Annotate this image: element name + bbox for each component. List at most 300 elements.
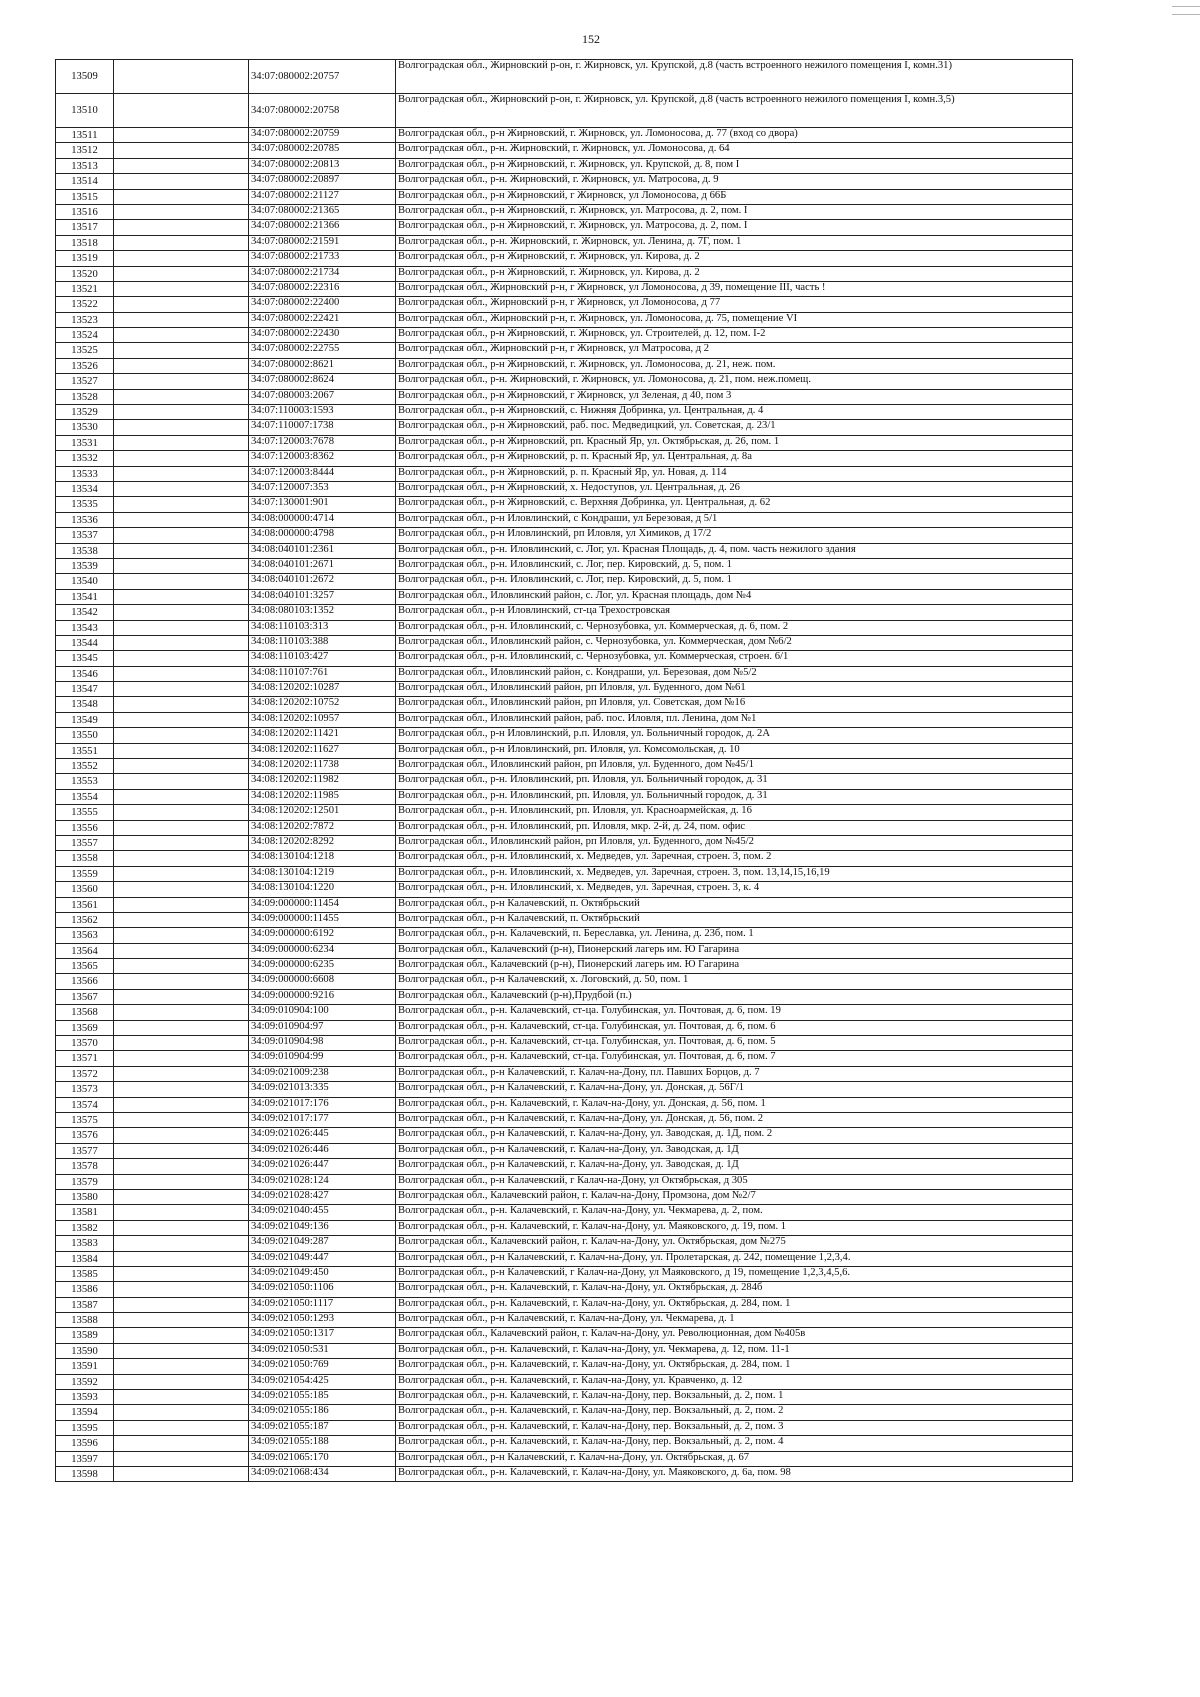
empty-cell — [114, 574, 249, 589]
empty-cell — [114, 1051, 249, 1066]
cadastral-number-cell: 34:09:000000:11455 — [249, 912, 396, 927]
empty-cell — [114, 435, 249, 450]
row-number-cell: 13522 — [56, 297, 114, 312]
address-cell: Волгоградская обл., р-н Жирновский, г. Жирновск, ул. Кирова, д. 2 — [396, 266, 1073, 281]
empty-cell — [114, 1451, 249, 1466]
cadastral-number-cell: 34:08:110107:761 — [249, 666, 396, 681]
empty-cell — [114, 589, 249, 604]
address-cell: Волгоградская обл., Жирновский р-н, г Жирновск, ул Матросова, д 2 — [396, 343, 1073, 358]
row-number-cell: 13575 — [56, 1113, 114, 1128]
empty-cell — [114, 620, 249, 635]
row-number-cell: 13554 — [56, 789, 114, 804]
cadastral-number-cell: 34:07:080002:20813 — [249, 158, 396, 173]
table-row — [56, 774, 1073, 789]
row-number-cell: 13542 — [56, 605, 114, 620]
empty-cell — [114, 374, 249, 389]
table-row — [56, 374, 1073, 389]
cadastral-number-cell: 34:09:000000:6235 — [249, 959, 396, 974]
address-cell: Волгоградская обл., Жирновский р-он, г. Жирновск, ул. Крупской, д.8 (часть встроенного нежилого помещения I, комн.3,5) — [396, 94, 1073, 128]
empty-cell — [114, 912, 249, 927]
row-number-cell: 13545 — [56, 651, 114, 666]
empty-cell — [114, 1205, 249, 1220]
row-number-cell: 13530 — [56, 420, 114, 435]
address-cell: Волгоградская обл., р-н Жирновский, г. Жирновск, ул. Ломоносова, д. 77 (вход со двора) — [396, 128, 1073, 143]
address-cell: Волгоградская обл., р-н Жирновский, х. Недоступов, ул. Центральная, д. 26 — [396, 481, 1073, 496]
address-cell: Волгоградская обл., р-н Жирновский, г. Жирновск, ул. Ломоносова, д. 21, неж. пом. — [396, 358, 1073, 373]
empty-cell — [114, 343, 249, 358]
table-row — [56, 1420, 1073, 1435]
cadastral-number-cell: 34:09:021050:1293 — [249, 1313, 396, 1328]
cadastral-number-cell: 34:07:080002:22421 — [249, 312, 396, 327]
row-number-cell: 13553 — [56, 774, 114, 789]
cadastral-number-cell: 34:08:120202:11627 — [249, 743, 396, 758]
row-number-cell: 13556 — [56, 820, 114, 835]
empty-cell — [114, 697, 249, 712]
row-number-cell: 13552 — [56, 759, 114, 774]
address-cell: Волгоградская обл., р-н Жирновский, г. Жирновск, ул. Матросова, д. 2, пом. I — [396, 204, 1073, 219]
address-cell: Волгоградская обл., р-н. Калачевский, ст-ца. Голубинская, ул. Почтовая, д. 6, пом. 19 — [396, 1005, 1073, 1020]
cadastral-number-cell: 34:08:040101:2361 — [249, 543, 396, 558]
empty-cell — [114, 1159, 249, 1174]
table-row — [56, 128, 1073, 143]
empty-cell — [114, 1282, 249, 1297]
row-number-cell: 13537 — [56, 528, 114, 543]
empty-cell — [114, 204, 249, 219]
empty-cell — [114, 1266, 249, 1281]
row-number-cell: 13510 — [56, 94, 114, 128]
table-row — [56, 835, 1073, 850]
empty-cell — [114, 1097, 249, 1112]
row-number-cell: 13565 — [56, 959, 114, 974]
table-row — [56, 1359, 1073, 1374]
row-number-cell: 13597 — [56, 1451, 114, 1466]
row-number-cell: 13547 — [56, 682, 114, 697]
cadastral-number-cell: 34:09:000000:6192 — [249, 928, 396, 943]
row-number-cell: 13511 — [56, 128, 114, 143]
row-number-cell: 13533 — [56, 466, 114, 481]
table-row — [56, 866, 1073, 881]
table-row — [56, 805, 1073, 820]
cadastral-number-cell: 34:08:120202:11982 — [249, 774, 396, 789]
table-row — [56, 959, 1073, 974]
cadastral-number-cell: 34:07:080002:21366 — [249, 220, 396, 235]
empty-cell — [114, 928, 249, 943]
address-cell: Волгоградская обл., Калачевский район, г. Калач-на-Дону, Промзона, дом №2/7 — [396, 1189, 1073, 1204]
row-number-cell: 13585 — [56, 1266, 114, 1281]
table-row — [56, 682, 1073, 697]
row-number-cell: 13543 — [56, 620, 114, 635]
address-cell: Волгоградская обл., Калачевский (р-н),Прудбой (п.) — [396, 989, 1073, 1004]
cadastral-number-cell: 34:08:130104:1218 — [249, 851, 396, 866]
cadastral-number-cell: 34:07:080002:21365 — [249, 204, 396, 219]
table-row — [56, 94, 1073, 128]
empty-cell — [114, 1466, 249, 1481]
table-row — [56, 620, 1073, 635]
cadastral-number-cell: 34:09:021055:188 — [249, 1436, 396, 1451]
cadastral-number-cell: 34:09:021068:434 — [249, 1466, 396, 1481]
cadastral-number-cell: 34:07:080002:20758 — [249, 94, 396, 128]
address-cell: Волгоградская обл., р-н Калачевский, г. Калач-на-Дону, ул. Заводская, д. 1Д — [396, 1159, 1073, 1174]
empty-cell — [114, 497, 249, 512]
table-row — [56, 1374, 1073, 1389]
address-cell: Волгоградская обл., р-н Калачевский, г. Калач-на-Дону, ул. Чекмарева, д. 1 — [396, 1313, 1073, 1328]
cadastral-number-cell: 34:07:080002:22430 — [249, 328, 396, 343]
row-number-cell: 13540 — [56, 574, 114, 589]
cadastral-number-cell: 34:08:120202:8292 — [249, 835, 396, 850]
address-cell: Волгоградская обл., Иловлинский район, рп Иловля, ул. Буденного, дом №61 — [396, 682, 1073, 697]
row-number-cell: 13581 — [56, 1205, 114, 1220]
table-row — [56, 989, 1073, 1004]
address-cell: Волгоградская обл., р-н Жирновский, г. Жирновск, ул. Строителей, д. 12, пом. I-2 — [396, 328, 1073, 343]
address-cell: Волгоградская обл., р-н. Калачевский, п. Береславка, ул. Ленина, д. 23б, пом. 1 — [396, 928, 1073, 943]
empty-cell — [114, 297, 249, 312]
row-number-cell: 13591 — [56, 1359, 114, 1374]
cadastral-number-cell: 34:08:110103:313 — [249, 620, 396, 635]
empty-cell — [114, 789, 249, 804]
empty-cell — [114, 743, 249, 758]
table-row — [56, 405, 1073, 420]
address-cell: Волгоградская обл., Иловлинский район, рп Иловля, ул. Советская, дом №16 — [396, 697, 1073, 712]
address-cell: Волгоградская обл., р-н Иловлинский, рп Иловля, ул Химиков, д 17/2 — [396, 528, 1073, 543]
table-row — [56, 1405, 1073, 1420]
row-number-cell: 13532 — [56, 451, 114, 466]
table-row — [56, 1005, 1073, 1020]
table-row — [56, 1143, 1073, 1158]
empty-cell — [114, 328, 249, 343]
table-row — [56, 60, 1073, 94]
address-cell: Волгоградская обл., р-н Калачевский, п. Октябрьский — [396, 897, 1073, 912]
empty-cell — [114, 1020, 249, 1035]
empty-cell — [114, 451, 249, 466]
cadastral-number-cell: 34:07:080002:21127 — [249, 189, 396, 204]
address-cell: Волгоградская обл., р-н Калачевский, г. Калач-на-Дону, ул. Заводская, д. 1Д — [396, 1143, 1073, 1158]
address-cell: Волгоградская обл., Жирновский р-н, г. Жирновск, ул. Ломоносова, д. 75, помещение VI — [396, 312, 1073, 327]
table-row — [56, 712, 1073, 727]
cadastral-number-cell: 34:09:021026:446 — [249, 1143, 396, 1158]
address-cell: Волгоградская обл., р-н. Калачевский, г. Калач-на-Дону, ул. Донская, д. 56, пом. 1 — [396, 1097, 1073, 1112]
cadastral-number-cell: 34:08:040101:3257 — [249, 589, 396, 604]
table-row — [56, 528, 1073, 543]
table-row — [56, 820, 1073, 835]
empty-cell — [114, 1405, 249, 1420]
cadastral-number-cell: 34:08:120202:7872 — [249, 820, 396, 835]
row-number-cell: 13589 — [56, 1328, 114, 1343]
row-number-cell: 13567 — [56, 989, 114, 1004]
row-number-cell: 13557 — [56, 835, 114, 850]
address-cell: Волгоградская обл., р-н Жирновский, рп. Красный Яр, ул. Октябрьская, д. 26, пом. 1 — [396, 435, 1073, 450]
empty-cell — [114, 251, 249, 266]
address-cell: Волгоградская обл., р-н. Иловлинский, рп. Иловля, ул. Больничный городок, д. 31 — [396, 789, 1073, 804]
empty-cell — [114, 1420, 249, 1435]
address-cell: Волгоградская обл., р-н. Жирновский, г. Жирновск, ул. Ломоносова, д. 21, пом. неж.помещ. — [396, 374, 1073, 389]
empty-cell — [114, 281, 249, 296]
table-row — [56, 1174, 1073, 1189]
empty-cell — [114, 1313, 249, 1328]
empty-cell — [114, 728, 249, 743]
empty-cell — [114, 143, 249, 158]
cadastral-number-cell: 34:09:021050:769 — [249, 1359, 396, 1374]
row-number-cell: 13512 — [56, 143, 114, 158]
table-row — [56, 1236, 1073, 1251]
row-number-cell: 13539 — [56, 558, 114, 573]
cadastral-number-cell: 34:07:080002:22316 — [249, 281, 396, 296]
table-row — [56, 389, 1073, 404]
cadastral-number-cell: 34:08:130104:1219 — [249, 866, 396, 881]
cadastral-number-cell: 34:09:000000:9216 — [249, 989, 396, 1004]
table-row — [56, 1159, 1073, 1174]
cadastral-number-cell: 34:07:120003:8444 — [249, 466, 396, 481]
empty-cell — [114, 235, 249, 250]
address-cell: Волгоградская обл., р-н. Иловлинский, с. Лог, пер. Кировский, д. 5, пом. 1 — [396, 574, 1073, 589]
table-row — [56, 158, 1073, 173]
table-row — [56, 1251, 1073, 1266]
row-number-cell: 13563 — [56, 928, 114, 943]
address-cell: Волгоградская обл., р-н. Иловлинский, рп. Иловля, мкр. 2-й, д. 24, пом. офис — [396, 820, 1073, 835]
empty-cell — [114, 1343, 249, 1358]
cadastral-number-cell: 34:07:120007:353 — [249, 481, 396, 496]
cadastral-number-cell: 34:08:110103:427 — [249, 651, 396, 666]
cadastral-number-cell: 34:09:021009:238 — [249, 1066, 396, 1081]
address-cell: Волгоградская обл., р-н. Иловлинский, х. Медведев, ул. Заречная, строен. 3, пом. 13,14,15,16,19 — [396, 866, 1073, 881]
cadastral-number-cell: 34:09:010904:100 — [249, 1005, 396, 1020]
empty-cell — [114, 60, 249, 94]
table-row — [56, 928, 1073, 943]
empty-cell — [114, 1328, 249, 1343]
address-cell: Волгоградская обл., р-н Иловлинский, р.п. Иловля, ул. Больничный городок, д. 2А — [396, 728, 1073, 743]
address-cell: Волгоградская обл., р-н. Калачевский, г. Калач-на-Дону, пер. Вокзальный, д. 2, пом. 3 — [396, 1420, 1073, 1435]
table-row — [56, 851, 1073, 866]
empty-cell — [114, 189, 249, 204]
cadastral-number-cell: 34:07:080003:2067 — [249, 389, 396, 404]
empty-cell — [114, 1297, 249, 1312]
cadastral-number-cell: 34:08:120202:11985 — [249, 789, 396, 804]
row-number-cell: 13561 — [56, 897, 114, 912]
cadastral-number-cell: 34:08:130104:1220 — [249, 882, 396, 897]
table-row — [56, 543, 1073, 558]
row-number-cell: 13535 — [56, 497, 114, 512]
table-row — [56, 497, 1073, 512]
table-row — [56, 1220, 1073, 1235]
table-row — [56, 697, 1073, 712]
registry-table-body — [56, 60, 1073, 1482]
cadastral-number-cell: 34:08:120202:11421 — [249, 728, 396, 743]
row-number-cell: 13580 — [56, 1189, 114, 1204]
address-cell: Волгоградская обл., р-н Калачевский, г Калач-на-Дону, ул Маяковского, д 19, помещение 1,2,3,4,5,6. — [396, 1266, 1073, 1281]
address-cell: Волгоградская обл., р-н Иловлинский, ст-ца Трехостровская — [396, 605, 1073, 620]
address-cell: Волгоградская обл., р-н Калачевский, х. Логовский, д. 50, пом. 1 — [396, 974, 1073, 989]
table-row — [56, 558, 1073, 573]
cadastral-number-cell: 34:07:080002:8621 — [249, 358, 396, 373]
registry-table — [55, 59, 1073, 1482]
empty-cell — [114, 805, 249, 820]
empty-cell — [114, 897, 249, 912]
empty-cell — [114, 651, 249, 666]
address-cell: Волгоградская обл., р-н. Калачевский, г. Калач-на-Дону, ул. Октябрьская, д. 284, пом. 1 — [396, 1359, 1073, 1374]
table-row — [56, 728, 1073, 743]
row-number-cell: 13570 — [56, 1036, 114, 1051]
cadastral-number-cell: 34:07:080002:20759 — [249, 128, 396, 143]
row-number-cell: 13588 — [56, 1313, 114, 1328]
table-row — [56, 220, 1073, 235]
cadastral-number-cell: 34:09:021049:136 — [249, 1220, 396, 1235]
cadastral-number-cell: 34:08:000000:4714 — [249, 512, 396, 527]
row-number-cell: 13526 — [56, 358, 114, 373]
empty-cell — [114, 682, 249, 697]
address-cell: Волгоградская обл., р-н. Иловлинский, х. Медведев, ул. Заречная, строен. 3, к. 4 — [396, 882, 1073, 897]
address-cell: Волгоградская обл., р-н. Жирновский, г. Жирновск, ул. Матросова, д. 9 — [396, 174, 1073, 189]
address-cell: Волгоградская обл., р-н Жирновский, с. Верхняя Добринка, ул. Центральная, д. 62 — [396, 497, 1073, 512]
empty-cell — [114, 989, 249, 1004]
cadastral-number-cell: 34:09:021028:427 — [249, 1189, 396, 1204]
empty-cell — [114, 1143, 249, 1158]
row-number-cell: 13546 — [56, 666, 114, 681]
row-number-cell: 13524 — [56, 328, 114, 343]
cadastral-number-cell: 34:09:010904:97 — [249, 1020, 396, 1035]
row-number-cell: 13595 — [56, 1420, 114, 1435]
table-row — [56, 281, 1073, 296]
row-number-cell: 13544 — [56, 635, 114, 650]
table-row — [56, 1128, 1073, 1143]
table-row — [56, 1390, 1073, 1405]
row-number-cell: 13549 — [56, 712, 114, 727]
row-number-cell: 13598 — [56, 1466, 114, 1481]
empty-cell — [114, 851, 249, 866]
row-number-cell: 13571 — [56, 1051, 114, 1066]
cadastral-number-cell: 34:07:110007:1738 — [249, 420, 396, 435]
cadastral-number-cell: 34:08:120202:10752 — [249, 697, 396, 712]
cadastral-number-cell: 34:07:130001:901 — [249, 497, 396, 512]
cadastral-number-cell: 34:07:080002:21591 — [249, 235, 396, 250]
address-cell: Волгоградская обл., Иловлинский район, рп Иловля, ул. Буденного, дом №45/1 — [396, 759, 1073, 774]
cadastral-number-cell: 34:08:120202:12501 — [249, 805, 396, 820]
row-number-cell: 13520 — [56, 266, 114, 281]
table-row — [56, 1036, 1073, 1051]
table-row — [56, 1436, 1073, 1451]
cadastral-number-cell: 34:09:000000:6608 — [249, 974, 396, 989]
empty-cell — [114, 528, 249, 543]
table-row — [56, 1313, 1073, 1328]
address-cell: Волгоградская обл., Калачевский (р-н), Пионерский лагерь им. Ю Гагарина — [396, 943, 1073, 958]
table-row — [56, 1466, 1073, 1481]
row-number-cell: 13531 — [56, 435, 114, 450]
empty-cell — [114, 974, 249, 989]
empty-cell — [114, 358, 249, 373]
empty-cell — [114, 481, 249, 496]
cadastral-number-cell: 34:08:040101:2671 — [249, 558, 396, 573]
address-cell: Волгоградская обл., Калачевский район, г. Калач-на-Дону, ул. Октябрьская, дом №275 — [396, 1236, 1073, 1251]
row-number-cell: 13525 — [56, 343, 114, 358]
row-number-cell: 13551 — [56, 743, 114, 758]
address-cell: Волгоградская обл., р-н. Калачевский, ст-ца. Голубинская, ул. Почтовая, д. 6, пом. 5 — [396, 1036, 1073, 1051]
cadastral-number-cell: 34:09:010904:99 — [249, 1051, 396, 1066]
address-cell: Волгоградская обл., р-н Жирновский, г. Жирновск, ул. Матросова, д. 2, пом. I — [396, 220, 1073, 235]
empty-cell — [114, 1082, 249, 1097]
empty-cell — [114, 1374, 249, 1389]
row-number-cell: 13582 — [56, 1220, 114, 1235]
table-row — [56, 974, 1073, 989]
row-number-cell: 13541 — [56, 589, 114, 604]
empty-cell — [114, 1220, 249, 1235]
cadastral-number-cell: 34:09:010904:98 — [249, 1036, 396, 1051]
empty-cell — [114, 220, 249, 235]
address-cell: Волгоградская обл., р-н Жирновский, раб. пос. Медведицкий, ул. Советская, д. 23/1 — [396, 420, 1073, 435]
address-cell: Волгоградская обл., р-н. Калачевский, г. Калач-на-Дону, ул. Чекмарева, д. 12, пом. 11-1 — [396, 1343, 1073, 1358]
address-cell: Волгоградская обл., р-н Калачевский, г. Калач-на-Дону, ул. Донская, д. 56Г/1 — [396, 1082, 1073, 1097]
table-row — [56, 451, 1073, 466]
row-number-cell: 13573 — [56, 1082, 114, 1097]
address-cell: Волгоградская обл., р-н Жирновский, р. п. Красный Яр, ул. Центральная, д. 8а — [396, 451, 1073, 466]
table-row — [56, 466, 1073, 481]
empty-cell — [114, 943, 249, 958]
address-cell: Волгоградская обл., р-н. Жирновский, г. Жирновск, ул. Ленина, д. 7Г, пом. 1 — [396, 235, 1073, 250]
table-row — [56, 1266, 1073, 1281]
row-number-cell: 13527 — [56, 374, 114, 389]
address-cell: Волгоградская обл., р-н. Иловлинский, с. Лог, пер. Кировский, д. 5, пом. 1 — [396, 558, 1073, 573]
empty-cell — [114, 1189, 249, 1204]
empty-cell — [114, 759, 249, 774]
row-number-cell: 13534 — [56, 481, 114, 496]
address-cell: Волгоградская обл., р-н Жирновский, г Жирновск, ул Ломоносова, д 66Б — [396, 189, 1073, 204]
cadastral-number-cell: 34:08:110103:388 — [249, 635, 396, 650]
cadastral-number-cell: 34:09:021050:531 — [249, 1343, 396, 1358]
row-number-cell: 13592 — [56, 1374, 114, 1389]
empty-cell — [114, 1113, 249, 1128]
empty-cell — [114, 882, 249, 897]
address-cell: Волгоградская обл., р-н. Калачевский, г. Калач-на-Дону, пер. Вокзальный, д. 2, пом. 1 — [396, 1390, 1073, 1405]
row-number-cell: 13536 — [56, 512, 114, 527]
address-cell: Волгоградская обл., р-н Калачевский, г. Калач-на-Дону, ул. Октябрьская, д. 67 — [396, 1451, 1073, 1466]
row-number-cell: 13568 — [56, 1005, 114, 1020]
table-row — [56, 328, 1073, 343]
empty-cell — [114, 266, 249, 281]
empty-cell — [114, 1005, 249, 1020]
empty-cell — [114, 1251, 249, 1266]
address-cell: Волгоградская обл., р-н. Иловлинский, с. Лог, ул. Красная Площадь, д. 4, пом. часть нежилого здания — [396, 543, 1073, 558]
row-number-cell: 13538 — [56, 543, 114, 558]
empty-cell — [114, 1359, 249, 1374]
address-cell: Волгоградская обл., р-н Иловлинский, с Кондраши, ул Березовая, д 5/1 — [396, 512, 1073, 527]
cadastral-number-cell: 34:09:021055:185 — [249, 1390, 396, 1405]
empty-cell — [114, 128, 249, 143]
row-number-cell: 13583 — [56, 1236, 114, 1251]
row-number-cell: 13523 — [56, 312, 114, 327]
table-row — [56, 435, 1073, 450]
cadastral-number-cell: 34:09:021013:335 — [249, 1082, 396, 1097]
table-row — [56, 297, 1073, 312]
empty-cell — [114, 389, 249, 404]
row-number-cell: 13566 — [56, 974, 114, 989]
cadastral-number-cell: 34:09:021017:177 — [249, 1113, 396, 1128]
table-row — [56, 589, 1073, 604]
address-cell: Волгоградская обл., Жирновский р-н, г Жирновск, ул Ломоносова, д 77 — [396, 297, 1073, 312]
empty-cell — [114, 1036, 249, 1051]
cadastral-number-cell: 34:07:080002:22400 — [249, 297, 396, 312]
address-cell: Волгоградская обл., Иловлинский район, с. Кондраши, ул. Березовая, дом №5/2 — [396, 666, 1073, 681]
address-cell: Волгоградская обл., р-н. Иловлинский, с. Чернозубовка, ул. Коммерческая, д. 6, пом. 2 — [396, 620, 1073, 635]
cadastral-number-cell: 34:09:021050:1106 — [249, 1282, 396, 1297]
address-cell: Волгоградская обл., р-н. Иловлинский, рп. Иловля, ул. Красноармейская, д. 16 — [396, 805, 1073, 820]
empty-cell — [114, 605, 249, 620]
cadastral-number-cell: 34:09:021050:1117 — [249, 1297, 396, 1312]
empty-cell — [114, 835, 249, 850]
row-number-cell: 13550 — [56, 728, 114, 743]
empty-cell — [114, 312, 249, 327]
table-row — [56, 1328, 1073, 1343]
empty-cell — [114, 774, 249, 789]
cadastral-number-cell: 34:07:080002:21733 — [249, 251, 396, 266]
cadastral-number-cell: 34:07:080002:8624 — [249, 374, 396, 389]
empty-cell — [114, 512, 249, 527]
